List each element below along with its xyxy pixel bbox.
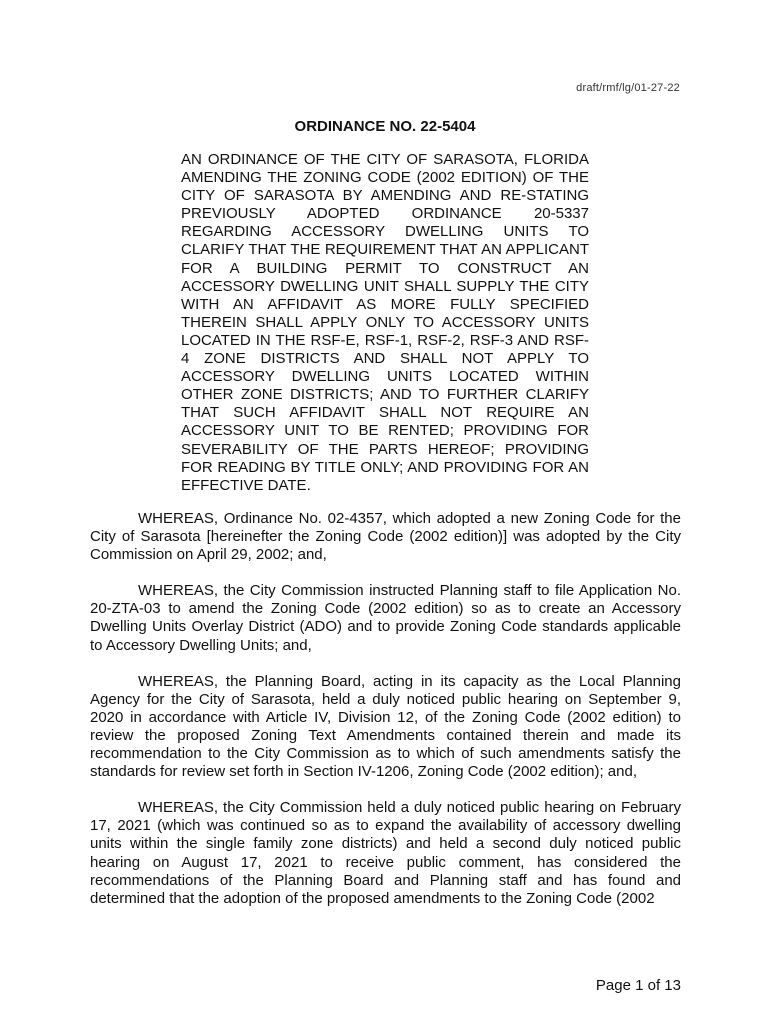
whereas-paragraph: WHEREAS, Ordinance No. 02-4357, which adopted a new Zoning Code for the City of Sarasota [hereinefter the Zoning Code (2002 edition)] was adopted by the City Commission on April 29, 2002; and, xyxy=(90,510,681,564)
ordinance-title: ORDINANCE NO. 22-5404 xyxy=(294,118,476,135)
whereas-paragraph: WHEREAS, the Planning Board, acting in its capacity as the Local Planning Agency for the City of Sarasota, held a duly noticed public hearing on September 9, 2020 in accordance with Article IV, Division 12, of the Zoning Code (2002 edition) to review the proposed Zoning Text Amendments contained therein and made its recommendation to the City Commission as to which of such amendments satisfy the standards for review set forth in Section IV-1206, Zoning Code (2002 edition); and, xyxy=(90,672,681,781)
whereas-clauses xyxy=(90,510,681,926)
whereas-paragraph: WHEREAS, the City Commission held a duly noticed public hearing on February 17, 2021 (which was continued so as to expand the availability of accessory dwelling units within the single family zone districts) and held a second duly noticed public hearing on August 17, 2021 to receive public comment, has considered the recommendations of the Planning Board and Planning staff and has found and determined that the adoption of the proposed amendments to the Zoning Code (2002 xyxy=(90,799,681,907)
draft-code: draft/rmf/lg/01-27-22 xyxy=(576,82,680,94)
page-number: Page 1 of 13 xyxy=(595,977,681,994)
whereas-paragraph: WHEREAS, the City Commission instructed Planning staff to file Application No. 20-ZTA-03 to amend the Zoning Code (2002 edition) so as to create an Accessory Dwelling Units Overlay District (ADO) and to provide Zoning Code standards applicable to Accessory Dwelling Units; and, xyxy=(90,582,681,654)
ordinance-abstract: AN ORDINANCE OF THE CITY OF SARASOTA, FLORIDA AMENDING THE ZONING CODE (2002 EDITION) OF THE CITY OF SARASOTA BY AMENDING AND RE-STATING PREVIOUSLY ADOPTED ORDINANCE 20-5337 REGARDING ACCESSORY DWELLING UNITS TO CLARIFY THAT THE REQUIREMENT THAT AN APPLICANT FOR A BUILDING PERMIT TO CONSTRUCT AN ACCESSORY DWELLING UNIT SHALL SUPPLY THE CITY WITH AN AFFIDAVIT AS MORE FULLY SPECIFIED THEREIN SHALL APPLY ONLY TO ACCESSORY UNITS LOCATED IN THE RSF-E, RSF-1, RSF-2, RSF-3 AND RSF-4 ZONE DISTRICTS AND SHALL NOT APPLY TO ACCESSORY DWELLING UNITS LOCATED WITHIN OTHER ZONE DISTRICTS; AND TO FURTHER CLARIFY THAT SUCH AFFIDAVIT SHALL NOT REQUIRE AN ACCESSORY UNIT TO BE RENTED; PROVIDING FOR SEVERABILITY OF THE PARTS HEREOF; PROVIDING FOR READING BY TITLE ONLY; AND PROVIDING FOR AN EFFECTIVE DATE. xyxy=(181,151,589,494)
